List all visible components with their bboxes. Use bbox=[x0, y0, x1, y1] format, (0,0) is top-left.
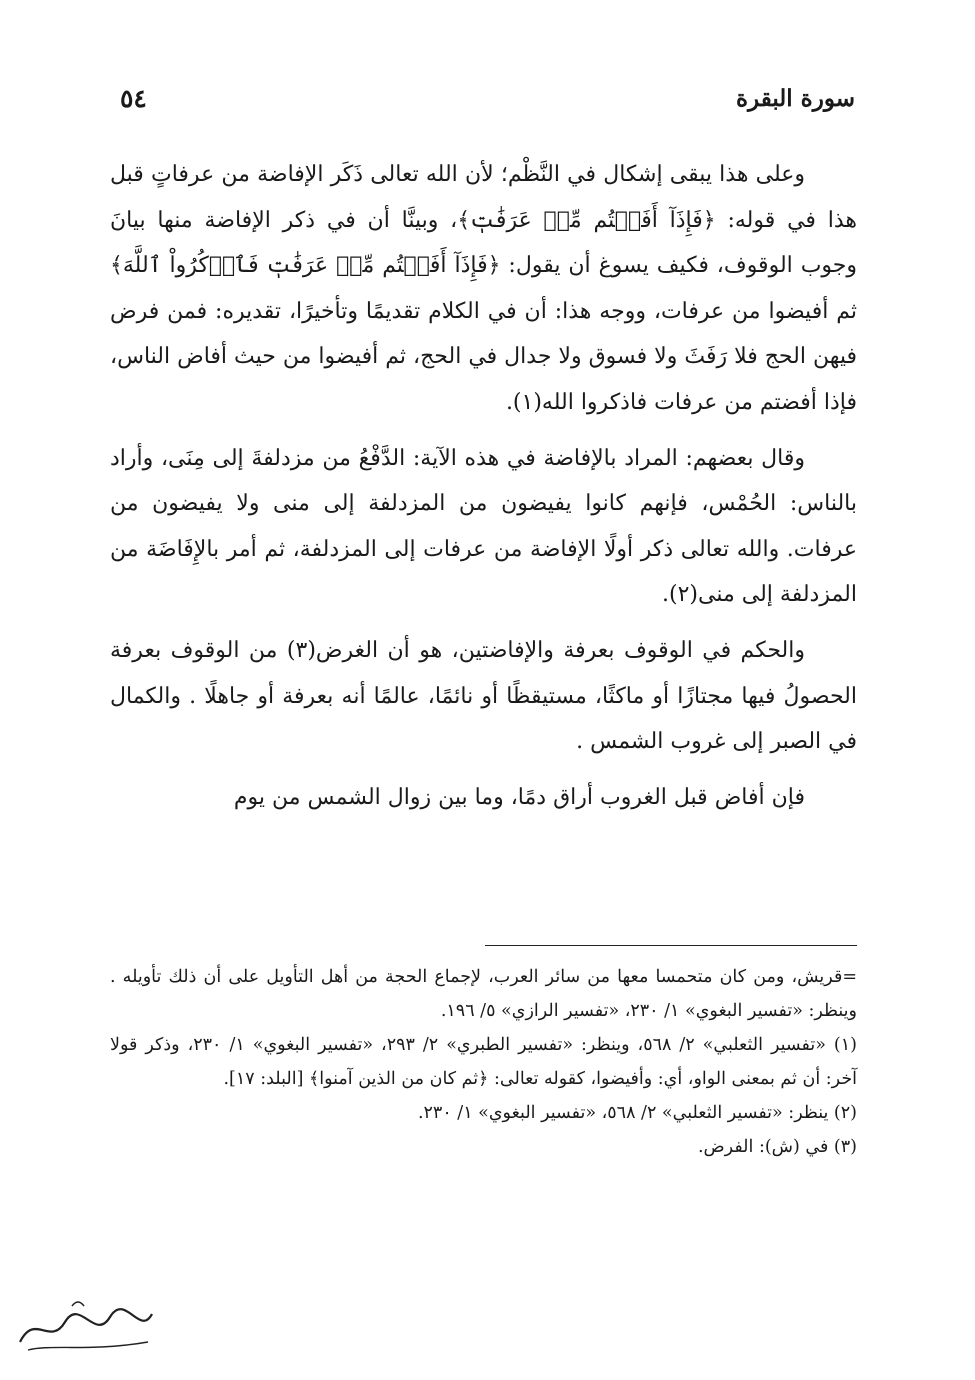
footnote-3: (٣) في (ش): الفرض. bbox=[697, 1137, 857, 1157]
paragraph: وقال بعضهم: المراد بالإفاضة في هذه الآية: الدَّفْعُ من مزدلفةَ إلى مِنَى، وأراد بالناس: الحُمْس، فإنهم كانوا يفيضون من المزدلفة إلى منى ولا يفيضون من عرفات. والله تعالى ذكر أولًا الإفاضة من عرفات إلى المزدلفة، ثم أمر بالإِفَاضَة من المزدلفة إلى منى(٢). bbox=[110, 445, 857, 608]
page-header bbox=[120, 78, 855, 118]
footnote-separator bbox=[485, 945, 857, 946]
paragraph: فإن أفاض قبل الغروب أراق دمًا، وما بين زوال الشمس من يوم bbox=[233, 784, 805, 810]
logo-graphic bbox=[10, 1292, 160, 1364]
paragraph: وعلى هذا يبقى إشكال في النَّظْم؛ لأن الله تعالى ذَكَر الإفاضة من عرفاتٍ قبل هذا في قوله: ﴿فَإِذَآ أَفَضۡتُم مِّنۡ عَرَفَٰتٖ﴾، وبينَّا أن في ذكر الإفاضة منها بيانَ وجوب الوقوف، فكيف يسوغ أن يقول: ﴿فَإِذَآ أَفَضۡتُم مِّنۡ عَرَفَٰتٖ فَٱذۡكُرُواْ ٱللَّهَ﴾ ثم أفيضوا من عرفات، ووجه هذا: أن في الكلام تقديمًا وتأخيرًا، تقديره: فمن فرض فيهن الحج فلا رَفَثَ ولا فسوق ولا جدال في الحج، ثم أفيضوا من حيث أفاض الناس، فإذا أفضتم من عرفات فاذكروا الله(١). bbox=[110, 162, 857, 415]
footnote-1: (١) «تفسير الثعلبي» ٢/ ٥٦٨، وينظر: «تفسير الطبري» ٢/ ٢٩٣، «تفسير البغوي» ١/ ٢٣٠، وذكر قولا آخر: أن ثم بمعنى الواو، أي: وأفيضوا، كقوله تعالى: ﴿ثم كان من الذين آمنوا﴾ [البلد: ١٧]. bbox=[110, 1035, 857, 1089]
main-text bbox=[110, 152, 857, 830]
footnotes bbox=[110, 960, 857, 1164]
publisher-logo bbox=[10, 1292, 160, 1364]
page-number: ٥٤ bbox=[120, 83, 147, 113]
footnote-continuation: =قريش، ومن كان متحمسا معها من سائر العرب، لإجماع الحجة من أهل التأويل على أن ذلك تأويله . وينظر: «تفسير البغوي» ١/ ٢٣٠، «تفسير الرازي» ٥/ ١٩٦. bbox=[110, 967, 857, 1021]
surah-title: سورة البقرة bbox=[735, 84, 855, 112]
paragraph: والحكم في الوقوف بعرفة والإفاضتين، هو أن الغرض(٣) من الوقوف بعرفة الحصولُ فيها مجتازًا أو ماكثًا، مستيقظًا أو نائمًا، عالمًا أنه بعرفة أو جاهلًا . والكمال في الصبر إلى غروب الشمس . bbox=[110, 637, 857, 755]
footnote-2: (٢) ينظر: «تفسير الثعلبي» ٢/ ٥٦٨، «تفسير البغوي» ١/ ٢٣٠. bbox=[417, 1103, 857, 1123]
